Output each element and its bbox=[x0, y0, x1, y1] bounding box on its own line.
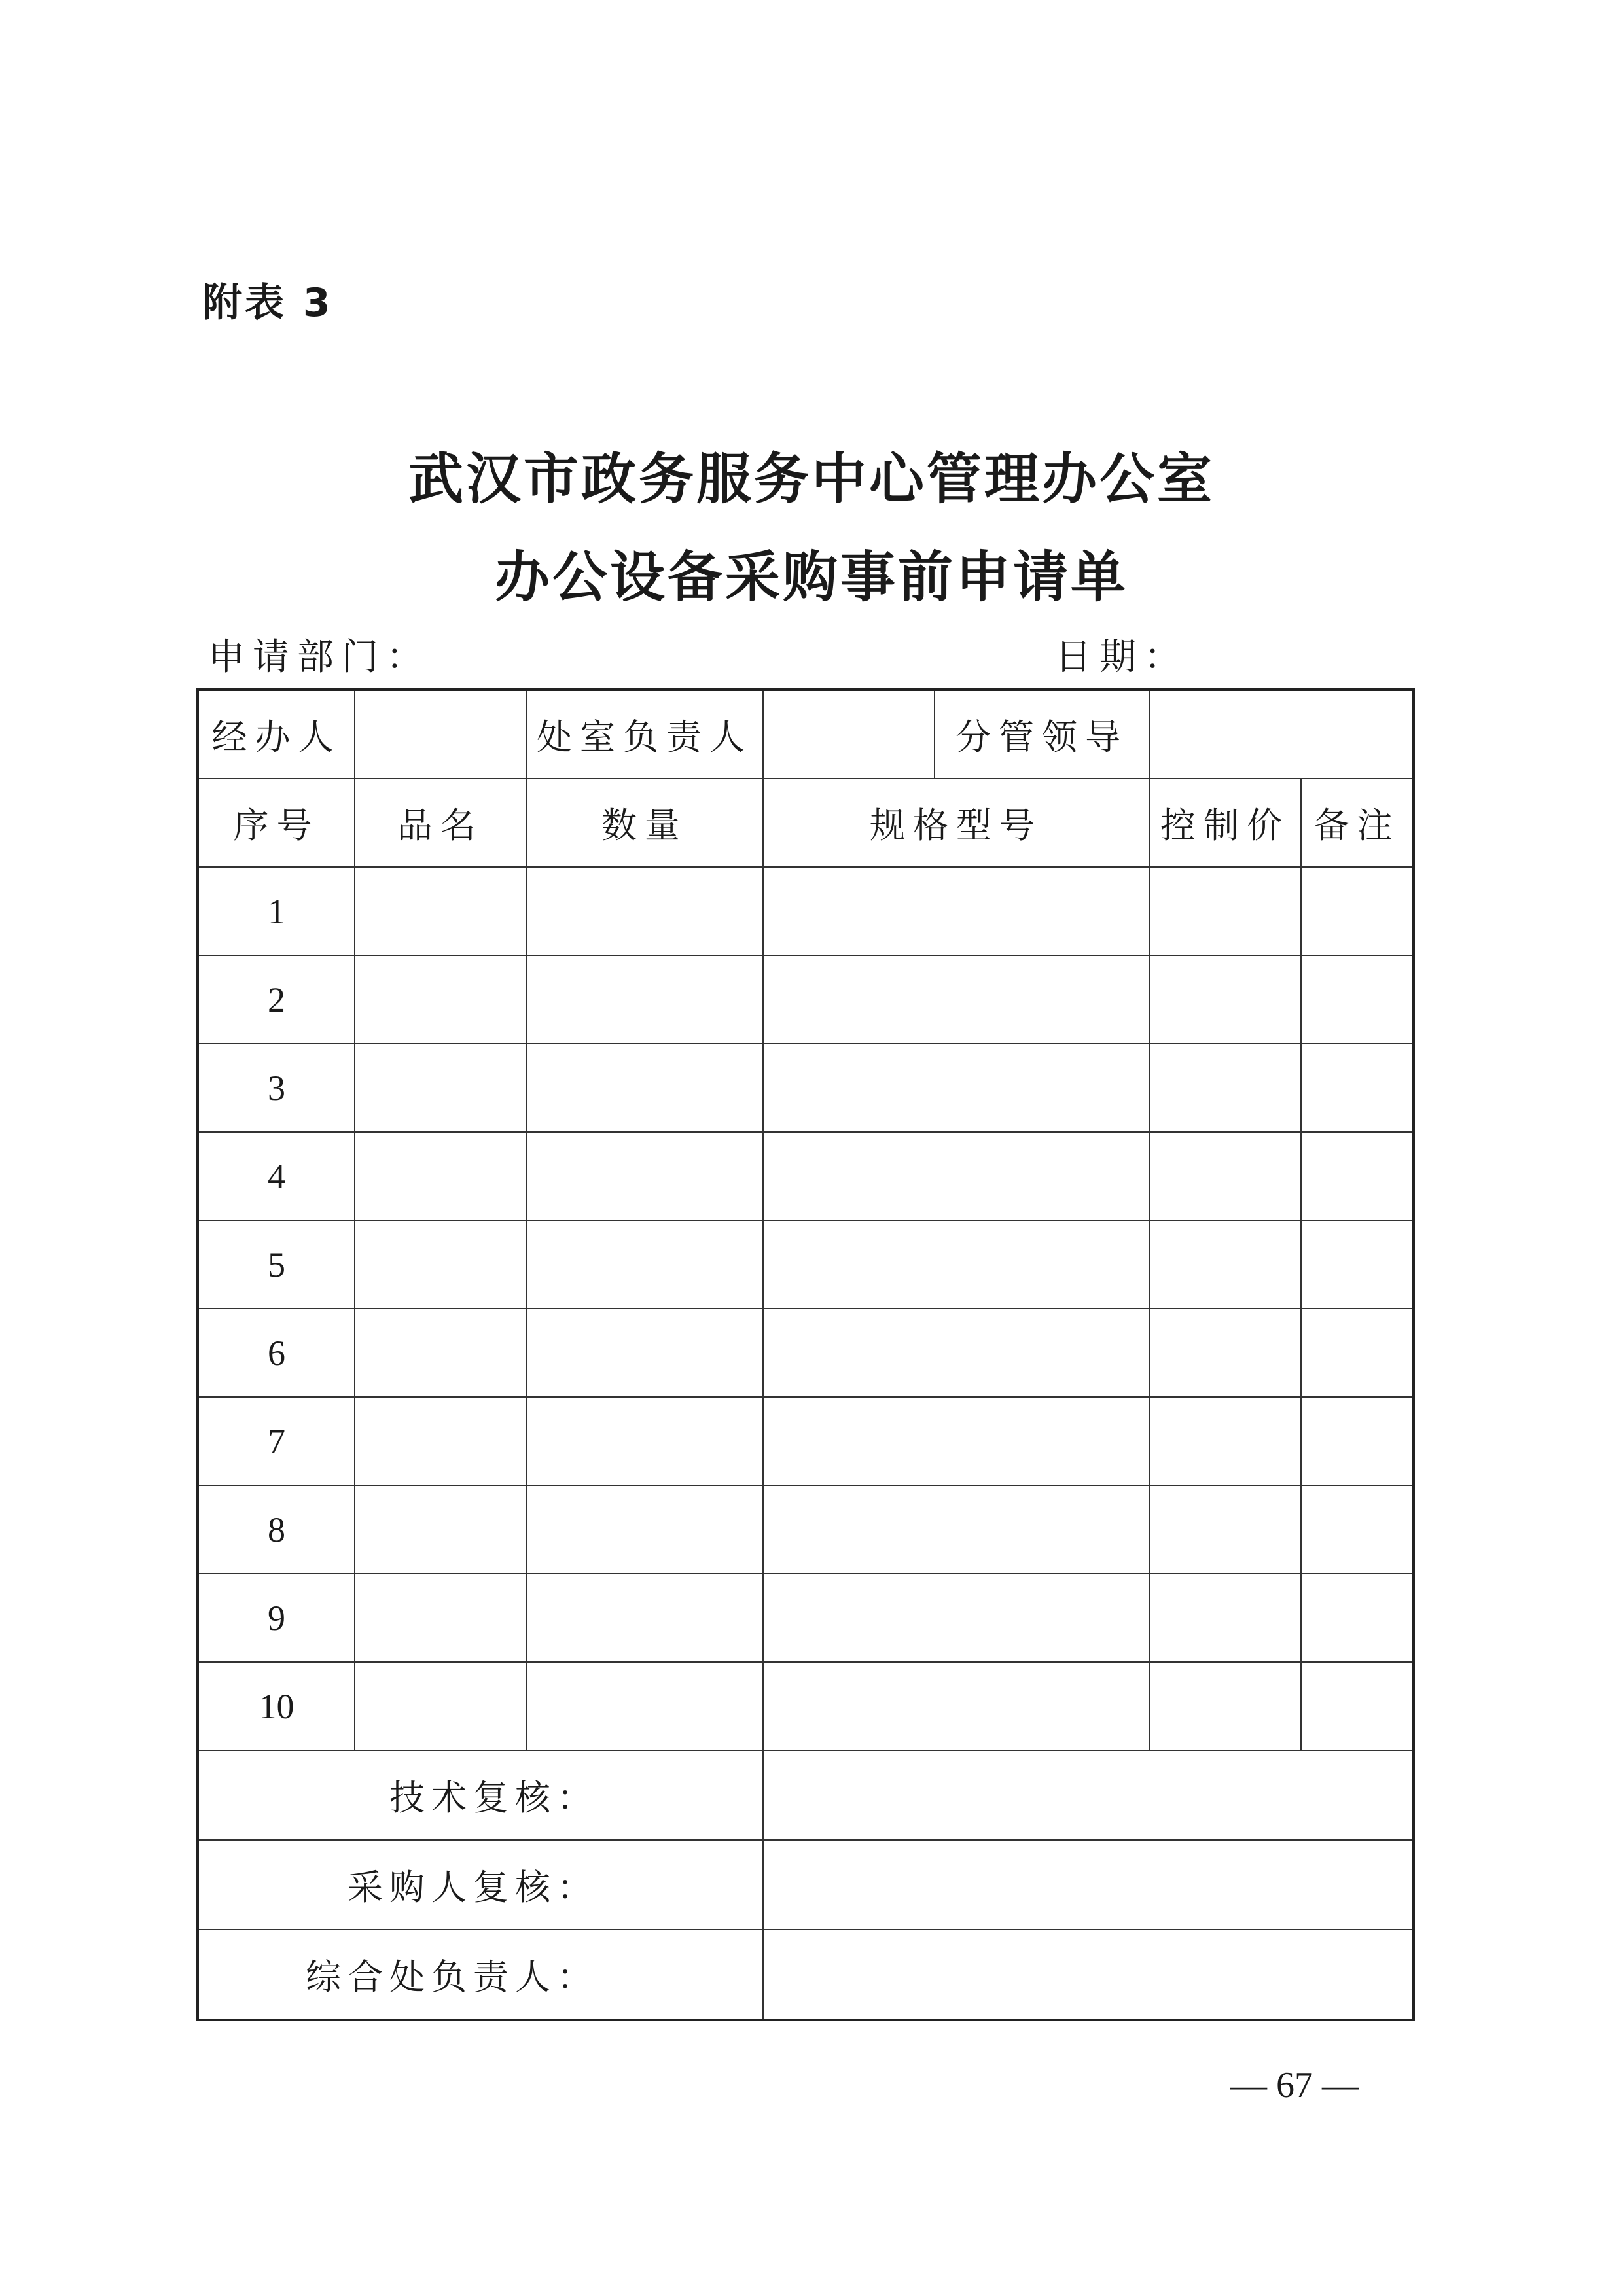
office-head-label: 处室负责人 bbox=[526, 690, 763, 779]
row-number: 7 bbox=[198, 1397, 355, 1485]
spec-cell[interactable] bbox=[763, 1574, 1149, 1662]
column-header-row bbox=[198, 779, 1414, 867]
spec-cell[interactable] bbox=[763, 1662, 1149, 1750]
quantity-cell[interactable] bbox=[526, 1662, 763, 1750]
note-cell[interactable] bbox=[1301, 1662, 1414, 1750]
quantity-cell[interactable] bbox=[526, 1132, 763, 1220]
quantity-cell[interactable] bbox=[526, 867, 763, 955]
tech-review-field[interactable] bbox=[763, 1750, 1414, 1840]
spec-cell[interactable] bbox=[763, 867, 1149, 955]
row-number: 2 bbox=[198, 955, 355, 1044]
note-cell[interactable] bbox=[1301, 867, 1414, 955]
office-head-field[interactable] bbox=[763, 690, 935, 779]
purchase-request-table bbox=[196, 688, 1415, 2021]
item-name-cell[interactable] bbox=[355, 1132, 526, 1220]
spec-cell[interactable] bbox=[763, 1132, 1149, 1220]
department-label: 申请部门： bbox=[208, 636, 431, 679]
price-cell[interactable] bbox=[1149, 1485, 1301, 1574]
note-cell[interactable] bbox=[1301, 1220, 1414, 1309]
price-cell[interactable] bbox=[1149, 1132, 1301, 1220]
table-row bbox=[198, 1662, 1414, 1750]
row-number: 3 bbox=[198, 1044, 355, 1132]
row-number: 5 bbox=[198, 1220, 355, 1309]
item-name-cell[interactable] bbox=[355, 1309, 526, 1397]
purchaser-review-field[interactable] bbox=[763, 1840, 1414, 1930]
date-label: 日期： bbox=[1055, 636, 1188, 679]
price-cell[interactable] bbox=[1149, 1044, 1301, 1132]
attachment-label: 附表 3 bbox=[203, 280, 333, 326]
table-row bbox=[198, 1044, 1414, 1132]
table-row bbox=[198, 1485, 1414, 1574]
purchaser-review-row bbox=[198, 1840, 1414, 1930]
row-number: 4 bbox=[198, 1132, 355, 1220]
column-header: 控制价 bbox=[1149, 779, 1301, 867]
row-number: 9 bbox=[198, 1574, 355, 1662]
quantity-cell[interactable] bbox=[526, 1044, 763, 1132]
spec-cell[interactable] bbox=[763, 1485, 1149, 1574]
item-name-cell[interactable] bbox=[355, 1397, 526, 1485]
general-office-head-label: 综合处负责人： bbox=[198, 1930, 763, 2020]
item-name-cell[interactable] bbox=[355, 1662, 526, 1750]
price-cell[interactable] bbox=[1149, 1397, 1301, 1485]
quantity-cell[interactable] bbox=[526, 1220, 763, 1309]
spec-cell[interactable] bbox=[763, 1220, 1149, 1309]
row-number: 1 bbox=[198, 867, 355, 955]
quantity-cell[interactable] bbox=[526, 1485, 763, 1574]
note-cell[interactable] bbox=[1301, 1397, 1414, 1485]
item-name-cell[interactable] bbox=[355, 867, 526, 955]
table-row bbox=[198, 867, 1414, 955]
row-number: 8 bbox=[198, 1485, 355, 1574]
item-name-cell[interactable] bbox=[355, 1485, 526, 1574]
quantity-cell[interactable] bbox=[526, 955, 763, 1044]
page-number: — 67 — bbox=[1230, 2065, 1359, 2106]
handler-field[interactable] bbox=[355, 690, 526, 779]
item-name-cell[interactable] bbox=[355, 1044, 526, 1132]
handler-label: 经办人 bbox=[198, 690, 355, 779]
spec-cell[interactable] bbox=[763, 1309, 1149, 1397]
price-cell[interactable] bbox=[1149, 1574, 1301, 1662]
column-header: 品名 bbox=[355, 779, 526, 867]
note-cell[interactable] bbox=[1301, 1309, 1414, 1397]
item-name-cell[interactable] bbox=[355, 1574, 526, 1662]
table-row bbox=[198, 955, 1414, 1044]
row-number: 10 bbox=[198, 1662, 355, 1750]
item-name-cell[interactable] bbox=[355, 955, 526, 1044]
spec-cell[interactable] bbox=[763, 1397, 1149, 1485]
note-cell[interactable] bbox=[1301, 1574, 1414, 1662]
purchaser-review-label: 采购人复核： bbox=[198, 1840, 763, 1930]
column-header: 序号 bbox=[198, 779, 355, 867]
row-number: 6 bbox=[198, 1309, 355, 1397]
note-cell[interactable] bbox=[1301, 1132, 1414, 1220]
table-row bbox=[198, 1574, 1414, 1662]
signer-row bbox=[198, 690, 1414, 779]
note-cell[interactable] bbox=[1301, 1044, 1414, 1132]
column-header: 数量 bbox=[526, 779, 763, 867]
tech-review-label: 技术复核： bbox=[198, 1750, 763, 1840]
price-cell[interactable] bbox=[1149, 867, 1301, 955]
spec-cell[interactable] bbox=[763, 955, 1149, 1044]
leader-label: 分管领导 bbox=[935, 690, 1149, 779]
price-cell[interactable] bbox=[1149, 1309, 1301, 1397]
price-cell[interactable] bbox=[1149, 1662, 1301, 1750]
general-office-head-row bbox=[198, 1930, 1414, 2020]
spec-cell[interactable] bbox=[763, 1044, 1149, 1132]
price-cell[interactable] bbox=[1149, 1220, 1301, 1309]
table-row bbox=[198, 1220, 1414, 1309]
price-cell[interactable] bbox=[1149, 955, 1301, 1044]
quantity-cell[interactable] bbox=[526, 1309, 763, 1397]
quantity-cell[interactable] bbox=[526, 1574, 763, 1662]
column-header: 规格型号 bbox=[763, 779, 1149, 867]
leader-field[interactable] bbox=[1149, 690, 1414, 779]
form-title-line1: 武汉市政务服务中心管理办公室 bbox=[408, 446, 1215, 511]
item-name-cell[interactable] bbox=[355, 1220, 526, 1309]
form-title-line2: 办公设备采购事前申请单 bbox=[494, 544, 1128, 609]
table-row bbox=[198, 1309, 1414, 1397]
table-row bbox=[198, 1397, 1414, 1485]
note-cell[interactable] bbox=[1301, 1485, 1414, 1574]
quantity-cell[interactable] bbox=[526, 1397, 763, 1485]
note-cell[interactable] bbox=[1301, 955, 1414, 1044]
column-header: 备注 bbox=[1301, 779, 1414, 867]
table-row bbox=[198, 1132, 1414, 1220]
general-office-head-field[interactable] bbox=[763, 1930, 1414, 2020]
tech-review-row bbox=[198, 1750, 1414, 1840]
